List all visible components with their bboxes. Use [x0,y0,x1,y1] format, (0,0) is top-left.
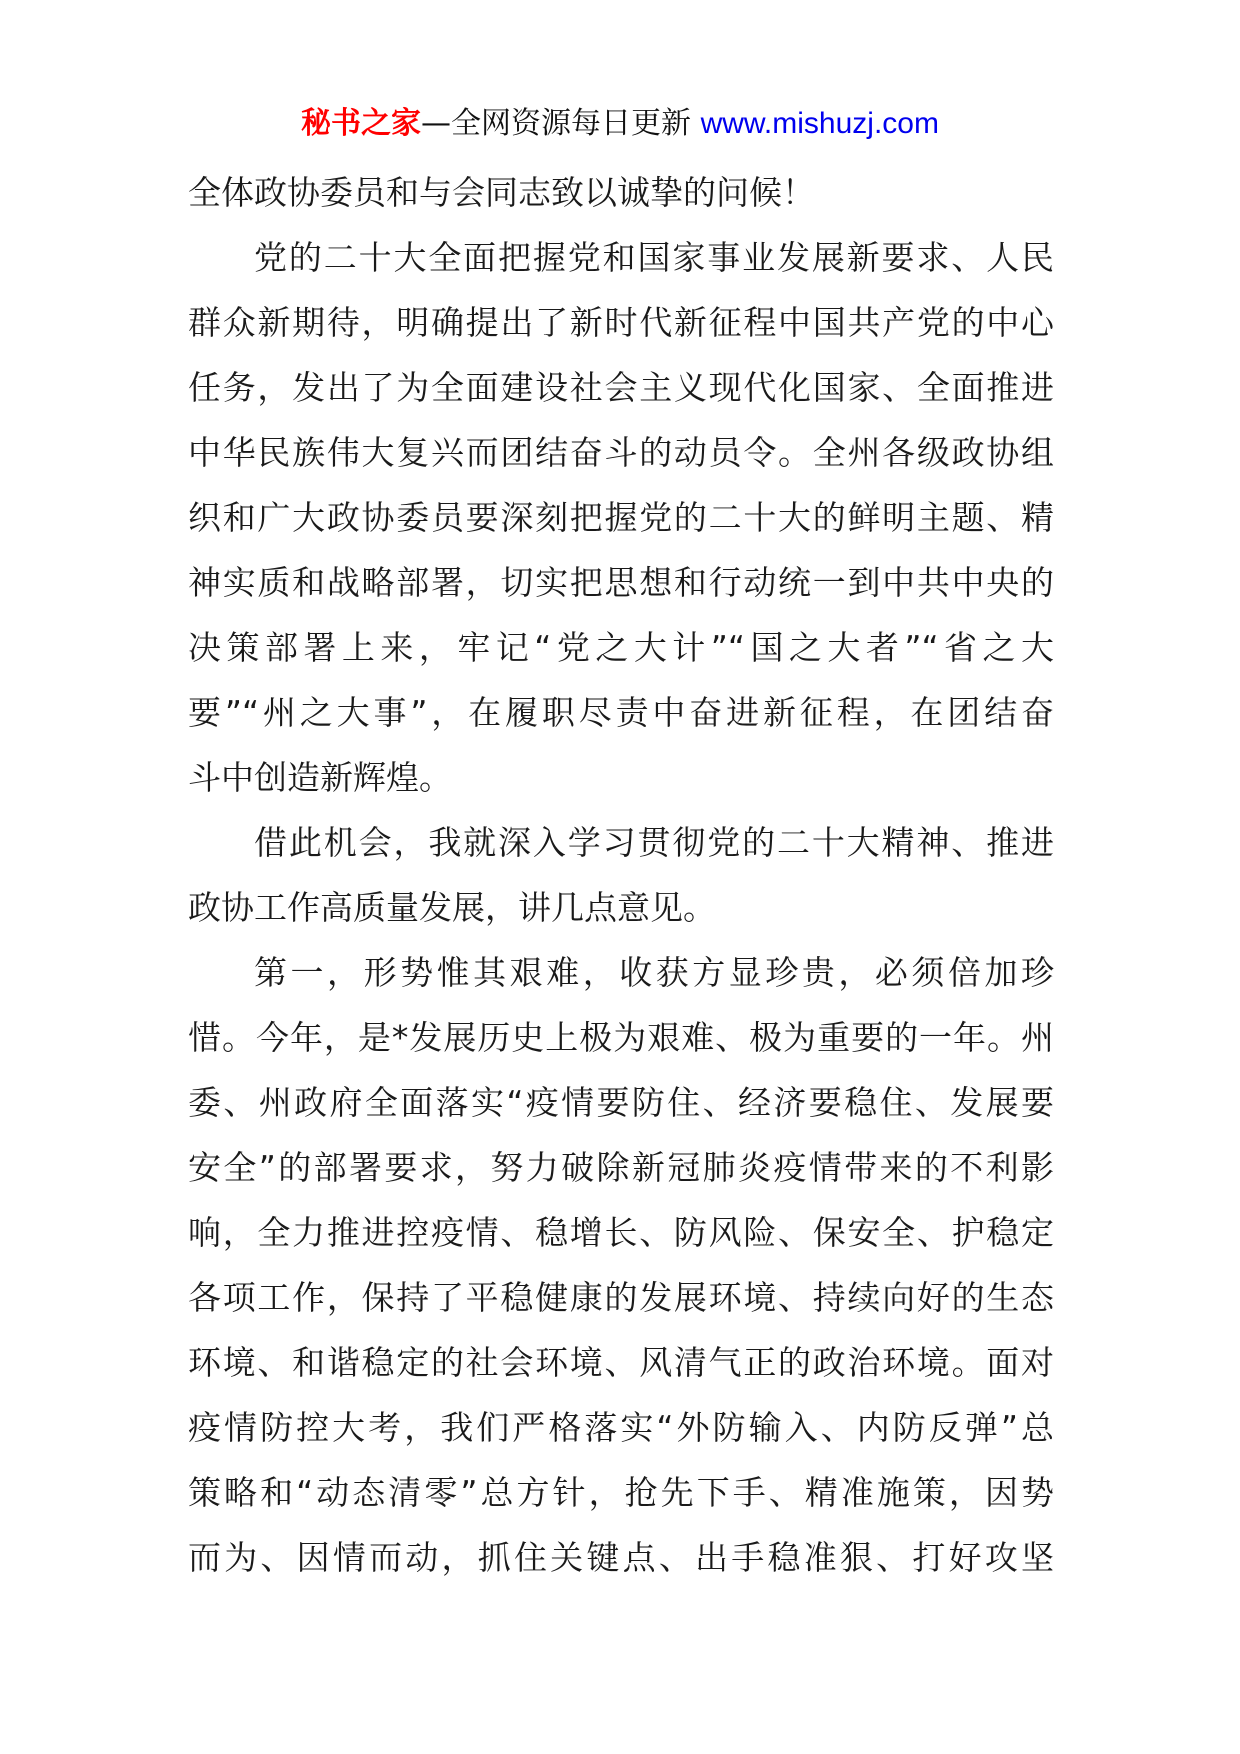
text-line: 斗中创造新辉煌。 [188,758,452,797]
text-line: 安全”的部署要求，努力破除新冠肺炎疫情带来的不利影 [188,1148,1054,1187]
text-line: 全体政协委员和与会同志致以诚挚的问候！ [188,173,815,212]
text-line: 决策部署上来，牢记“党之大计”“国之大者”“省之大 [188,628,1054,667]
text-line: 借此机会，我就深入学习贯彻党的二十大精神、推进 [254,823,1054,862]
document-body [188,160,1054,1590]
text-line: 要”“州之大事”，在履职尽责中奋进新征程，在团结奋 [188,693,1054,732]
text-line: 策略和“动态清零”总方针，抢先下手、精准施策，因势 [188,1473,1054,1512]
paragraph [188,160,1054,225]
text-line: 群众新期待，明确提出了新时代新征程中国共产党的中心 [188,303,1054,342]
text-line: 各项工作，保持了平稳健康的发展环境、持续向好的生态 [188,1278,1054,1317]
site-brand: 秘书之家 [301,106,422,141]
text-line: 响，全力推进控疫情、稳增长、防风险、保安全、护稳定 [188,1213,1054,1252]
text-line: 神实质和战略部署，切实把思想和行动统一到中共中央的 [188,563,1054,602]
text-line: 织和广大政协委员要深刻把握党的二十大的鲜明主题、精 [188,498,1054,537]
paragraph [188,940,1054,1590]
text-line: 中华民族伟大复兴而团结奋斗的动员令。全州各级政协组 [188,433,1054,472]
text-line: 疫情防控大考，我们严格落实“外防输入、内防反弹”总 [188,1408,1054,1447]
paragraph [188,225,1054,810]
site-header [0,100,1240,148]
text-line: 第一，形势惟其艰难，收获方显珍贵，必须倍加珍 [254,953,1054,992]
text-line: 而为、因情而动，抓住关键点、出手稳准狠、打好攻坚 [188,1538,1054,1577]
site-slogan: —全网资源每日更新 [421,106,692,141]
text-line: 惜。今年，是*发展历史上极为艰难、极为重要的一年。州 [188,1018,1054,1057]
text-line: 环境、和谐稳定的社会环境、风清气正的政治环境。面对 [188,1343,1054,1382]
paragraph [188,810,1054,940]
text-line: 任务，发出了为全面建设社会主义现代化国家、全面推进 [188,368,1054,407]
text-line: 党的二十大全面把握党和国家事业发展新要求、人民 [254,238,1054,277]
text-line: 委、州政府全面落实“疫情要防住、经济要稳住、发展要 [188,1083,1054,1122]
site-url-link[interactable]: www.mishuzj.com [700,107,939,140]
text-line: 政协工作高质量发展，讲几点意见。 [188,888,716,927]
